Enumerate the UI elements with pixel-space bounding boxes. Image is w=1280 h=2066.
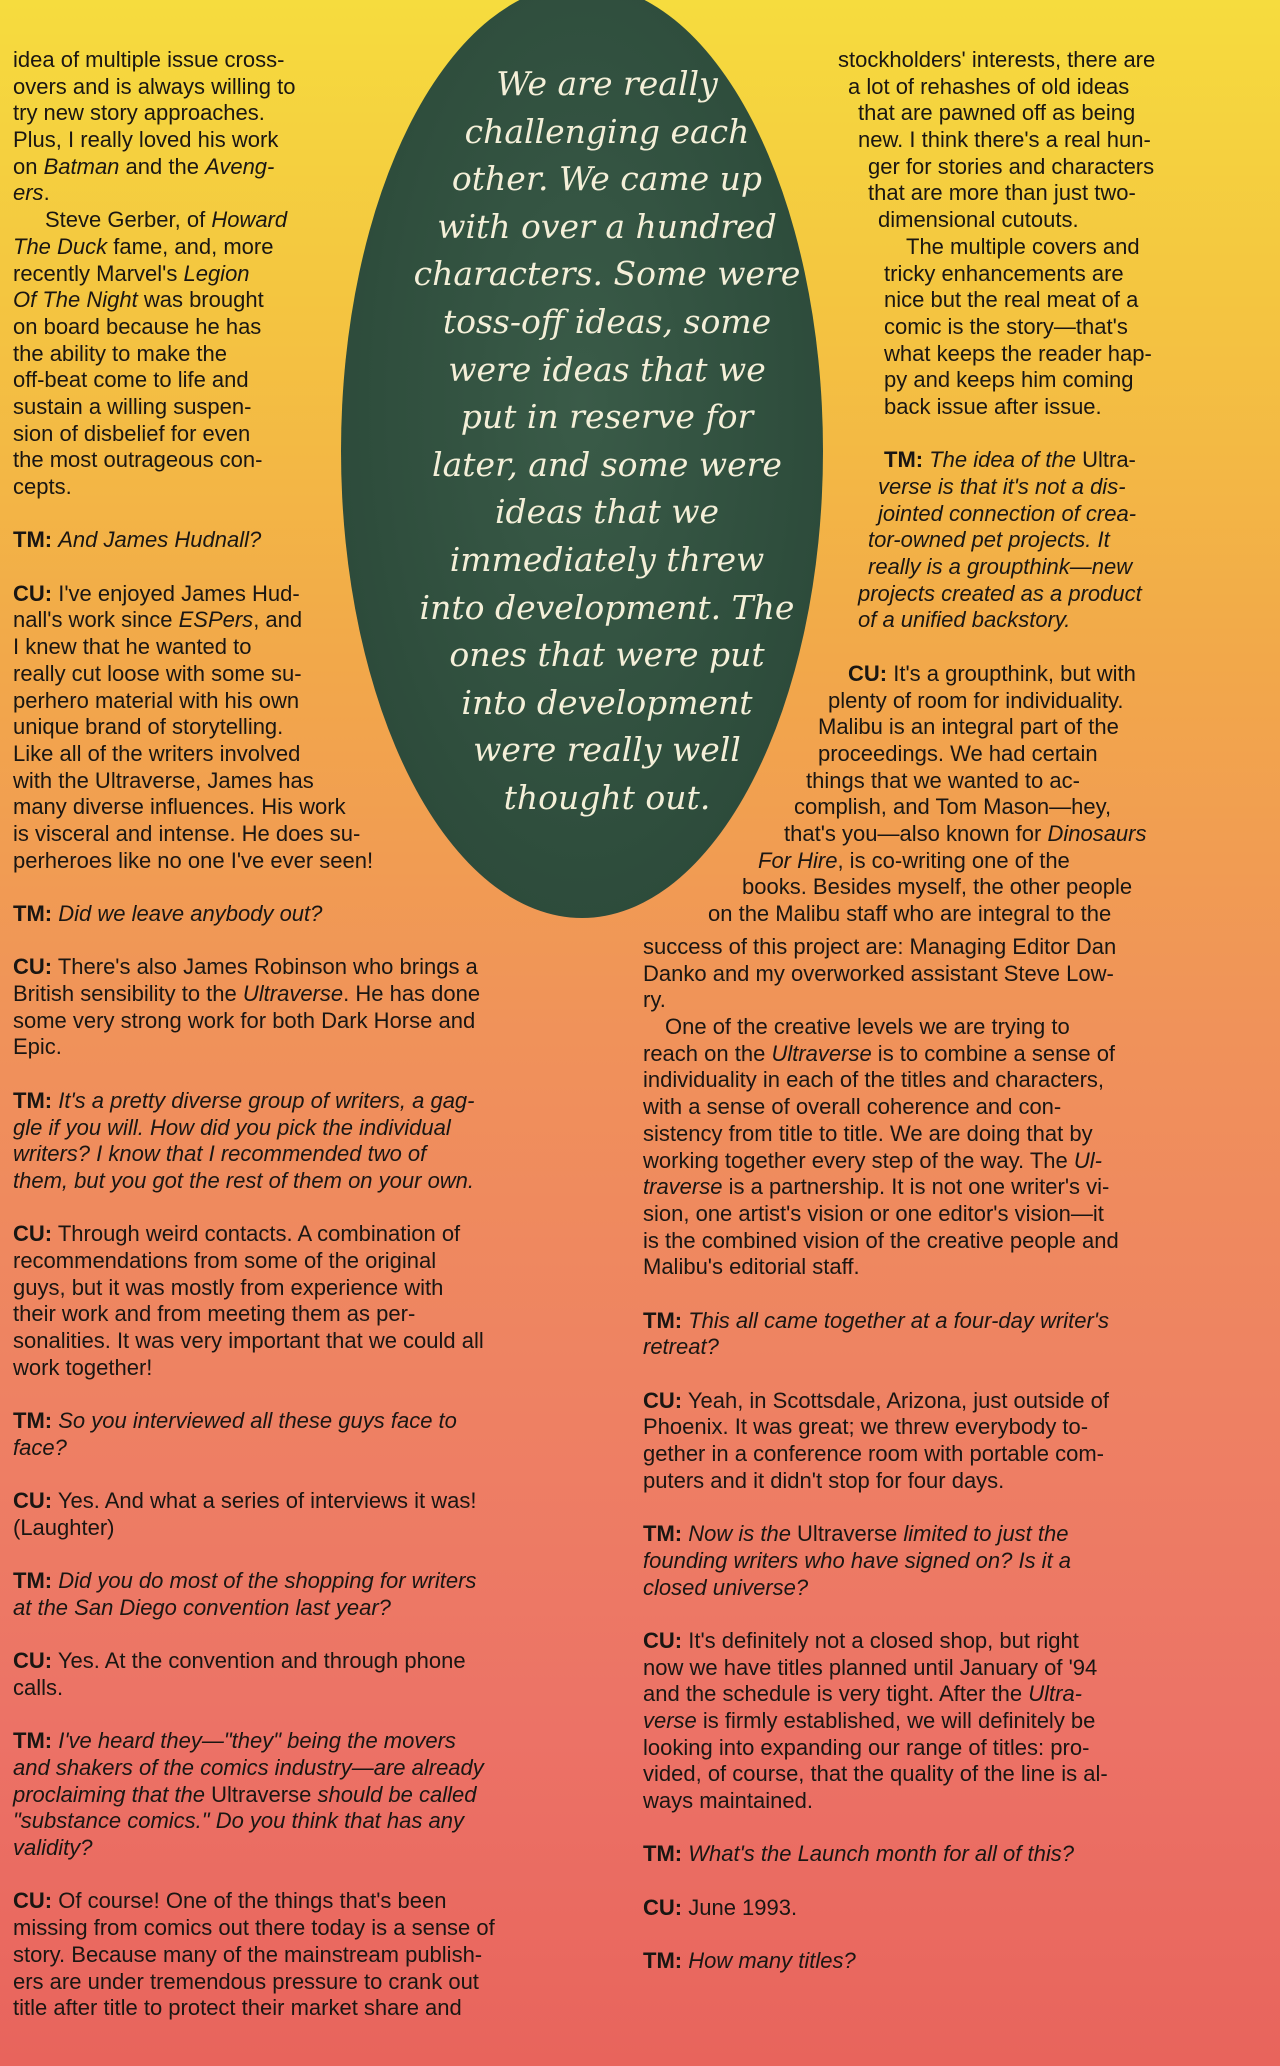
question-tm: TM: Did we leave anybody out? <box>13 901 323 926</box>
text-line: comic is the story—that's <box>884 313 1128 339</box>
text-line: on the Malibu staff who are integral to the <box>708 901 1112 926</box>
pull-quote-line: We are really <box>496 64 718 103</box>
pull-quote-line: toss-off ideas, some <box>442 301 772 341</box>
pull-quote-line: other. We came up <box>451 159 763 199</box>
text-line: One of the creative levels we are trying to <box>665 1014 1070 1040</box>
text-line: success of this project are: Managing Editor Dan <box>643 934 1117 959</box>
text-line: on board because he has <box>13 313 262 339</box>
text-line: nice but the real meat of a <box>884 287 1139 313</box>
text-line: the ability to make the <box>13 340 228 366</box>
text-line: puters and it didn't stop for four days. <box>643 1467 1005 1493</box>
text-line: ers. <box>13 180 50 206</box>
text-line: now we have titles planned until January of '94 <box>643 1654 1098 1680</box>
text-line: and the schedule is very tight. After the Ultra- <box>643 1681 1083 1707</box>
answer-cu: CU: Through weird contacts. A combination of <box>13 1221 461 1247</box>
text-line: with the Ultraverse, James has <box>13 767 314 793</box>
pull-quote-line: into development. The <box>419 587 795 627</box>
text-line: back issue after issue. <box>884 393 1102 419</box>
text-line: verse is that it's not a dis- <box>878 474 1126 499</box>
question-tm: TM: How many titles? <box>643 1948 856 1974</box>
left-column <box>13 47 593 2022</box>
pull-quote-line: with over a hundred <box>437 206 777 246</box>
text-line: some very strong work for both Dark Horse and <box>13 1007 476 1033</box>
question-tm: TM: What's the Launch month for all of this? <box>643 1841 1074 1867</box>
text-line: that are pawned off as being <box>858 100 1136 126</box>
text-line: The Duck fame, and, more <box>13 233 274 259</box>
text-line: work together! <box>13 1354 153 1380</box>
text-line: looking into expanding our range of titles: pro- <box>643 1734 1090 1760</box>
text-line: proceedings. We had certain <box>818 740 1098 766</box>
text-line: complish, and Tom Mason—hey, <box>794 794 1112 820</box>
text-line: projects created as a product <box>858 580 1142 606</box>
text-line: Steve Gerber, of Howard <box>45 207 288 233</box>
text-line: sion, one artist's vision or one editor's vision—it <box>643 1200 1104 1226</box>
question-tm: TM: I've heard they—"they" being the movers <box>13 1728 456 1754</box>
text-line: gle if you will. How did you pick the individual <box>13 1114 451 1140</box>
text-line: story. Because many of the mainstream publish- <box>13 1941 483 1967</box>
text-line: "substance comics." Do you think that has any <box>13 1808 464 1834</box>
answer-cu: CU: Yes. And what a series of interviews it was! <box>13 1488 477 1514</box>
text-line: Malibu's editorial staff. <box>643 1254 860 1280</box>
answer-cu: CU: June 1993. <box>643 1894 798 1920</box>
text-line: perhero material with his own <box>13 687 300 713</box>
text-line: Plus, I really loved his work <box>13 127 279 153</box>
text-line: is the combined vision of the creative people and <box>643 1227 1119 1253</box>
text-line: ger for stories and characters <box>868 153 1155 179</box>
text-line: stockholders' interests, there are <box>838 47 1156 72</box>
pull-quote-line: ideas that we <box>494 492 720 532</box>
text-line: ry. <box>643 987 666 1013</box>
text-line: Danko and my overworked assistant Steve Low- <box>643 960 1114 986</box>
pull-quote-line: challenging each <box>464 111 750 151</box>
question-tm: TM: And James Hudnall? <box>13 527 262 553</box>
text-line: British sensibility to the Ultraverse. He has done <box>13 981 481 1007</box>
answer-cu: CU: There's also James Robinson who brings a <box>13 954 478 980</box>
text-line: guys, but it was mostly from experience with <box>13 1274 444 1300</box>
text-line: try new story approaches. <box>13 100 265 126</box>
text-line: face? <box>13 1434 67 1460</box>
question-tm: TM: Now is the Ultraverse limited to just the <box>643 1521 1069 1547</box>
pull-quote-line: were really well <box>473 730 741 770</box>
question-tm: TM: This all came together at a four-day writer's <box>643 1307 1109 1333</box>
text-line: and shakers of the comics industry—are already <box>13 1755 484 1780</box>
answer-cu: CU: Of course! One of the things that's been <box>13 1888 447 1914</box>
text-line: tricky enhancements are <box>884 260 1124 286</box>
text-line: working together every step of the way. The Ul- <box>643 1147 1102 1173</box>
pull-quote-line: ones that were put <box>449 635 765 675</box>
question-tm: TM: The idea of the Ultra- <box>884 447 1136 473</box>
text-line: retreat? <box>643 1334 719 1360</box>
text-line: things that we wanted to ac- <box>806 767 1080 793</box>
text-line: sustain a willing suspen- <box>13 393 252 419</box>
text-line: overs and is always willing to <box>13 73 296 99</box>
text-line: reach on the Ultraverse is to combine a sense of <box>643 1040 1116 1066</box>
text-line: books. Besides myself, the other people <box>742 874 1133 900</box>
question-tm: TM: It's a pretty diverse group of writers, a gag- <box>13 1087 475 1113</box>
text-line: off-beat come to life and <box>13 367 249 393</box>
text-line: that's you—also known for Dinosaurs <box>784 820 1147 846</box>
text-line: recently Marvel's Legion <box>13 260 250 286</box>
text-line: a lot of rehashes of old ideas <box>848 73 1130 99</box>
text-line: nall's work since ESPers, and <box>13 607 303 633</box>
text-line: ways maintained. <box>643 1788 813 1813</box>
text-line: I knew that he wanted to <box>13 634 252 660</box>
text-line: really is a groupthink—new <box>868 554 1133 580</box>
text-line: new. I think there's a real hun- <box>858 127 1151 153</box>
text-line: ers are under tremendous pressure to crank out <box>13 1968 479 1994</box>
text-line: proclaiming that the Ultraverse should be called <box>13 1781 477 1807</box>
text-line: The multiple covers and <box>906 233 1140 259</box>
text-line: with a sense of overall coherence and con- <box>643 1094 1062 1120</box>
pull-quote-line: immediately threw <box>449 539 765 579</box>
answer-cu: CU: Yes. At the convention and through phone <box>13 1648 466 1674</box>
text-line: traverse is a partnership. It is not one writer's vi- <box>643 1174 1110 1200</box>
text-line: Malibu is an integral part of the <box>818 714 1119 740</box>
text-line: idea of multiple issue cross- <box>13 47 285 72</box>
text-line: plenty of room for individuality. <box>828 687 1124 713</box>
text-line: title after title to protect their market share and <box>13 1995 462 2021</box>
text-line: jointed connection of crea- <box>878 500 1137 526</box>
text-line: the most outrageous con- <box>13 447 263 473</box>
text-line: that are more than just two- <box>868 180 1136 206</box>
answer-cu: CU: Yeah, in Scottsdale, Arizona, just outside of <box>643 1387 1109 1413</box>
text-line: gether in a conference room with portable com- <box>643 1441 1105 1467</box>
text-line: tor-owned pet projects. It <box>868 527 1110 553</box>
answer-cu: CU: It's definitely not a closed shop, but right <box>643 1627 1079 1653</box>
right-column-bottom <box>643 934 1263 1975</box>
pull-quote-line: later, and some were <box>432 444 782 484</box>
text-line: them, but you got the rest of them on your own. <box>13 1167 475 1193</box>
text-line: py and keeps him coming <box>884 367 1134 393</box>
question-tm: TM: Did you do most of the shopping for writers <box>13 1568 477 1594</box>
text-line: recommendations from some of the original <box>13 1247 437 1273</box>
answer-cu: CU: I've enjoyed James Hud- <box>13 580 300 606</box>
answer-cu: CU: It's a groupthink, but with <box>848 660 1136 686</box>
text-line: many diverse influences. His work <box>13 794 346 820</box>
text-line: verse is firmly established, we will definitely be <box>643 1707 1096 1733</box>
text-line: sion of disbelief for even <box>13 420 251 446</box>
pull-quote-line: were ideas that we <box>448 349 766 389</box>
text-line: cepts. <box>13 474 72 499</box>
question-tm: TM: So you interviewed all these guys face to <box>13 1408 457 1434</box>
text-line: perheroes like no one I've ever seen! <box>13 847 374 873</box>
text-line: dimensional cutouts. <box>878 207 1079 233</box>
right-column-top <box>708 47 1278 928</box>
text-line: on Batman and the Aveng- <box>13 153 275 179</box>
text-line: Epic. <box>13 1034 62 1060</box>
text-line: sonalities. It was very important that we could all <box>13 1328 484 1353</box>
text-line: sistency from title to title. We are doing that by <box>643 1120 1093 1146</box>
text-line: unique brand of storytelling. <box>13 714 284 740</box>
text-line: validity? <box>13 1835 93 1861</box>
text-line: of a unified backstory. <box>858 607 1071 633</box>
pull-quote-line: into development <box>461 682 753 722</box>
text-line: (Laughter) <box>13 1514 115 1540</box>
text-line: individuality in each of the titles and characters, <box>643 1067 1105 1093</box>
text-line: closed universe? <box>643 1574 809 1600</box>
text-line: vided, of course, that the quality of the line is al- <box>643 1761 1108 1787</box>
text-line: is visceral and intense. He does su- <box>13 820 361 846</box>
pull-quote-line: put in reserve for <box>460 397 754 437</box>
text-line: at the San Diego convention last year? <box>13 1594 391 1620</box>
text-line: writers? I know that I recommended two of <box>13 1141 427 1167</box>
pull-quote-line: thought out. <box>503 777 711 817</box>
pull-quote-line: characters. Some were <box>413 254 801 294</box>
text-line: Of The Night was brought <box>13 287 264 313</box>
text-line: For Hire, is co-writing one of the <box>758 847 1070 873</box>
text-line: what keeps the reader hap- <box>884 340 1152 366</box>
text-line: really cut loose with some su- <box>13 660 302 686</box>
text-line: calls. <box>13 1674 64 1700</box>
text-line: their work and from meeting them as per- <box>13 1301 416 1327</box>
text-line: Phoenix. It was great; we threw everybody to- <box>643 1414 1089 1440</box>
text-line: Like all of the writers involved <box>13 740 301 766</box>
text-line: founding writers who have signed on? Is it a <box>643 1547 1072 1573</box>
text-line: missing from comics out there today is a sense of <box>13 1915 495 1941</box>
